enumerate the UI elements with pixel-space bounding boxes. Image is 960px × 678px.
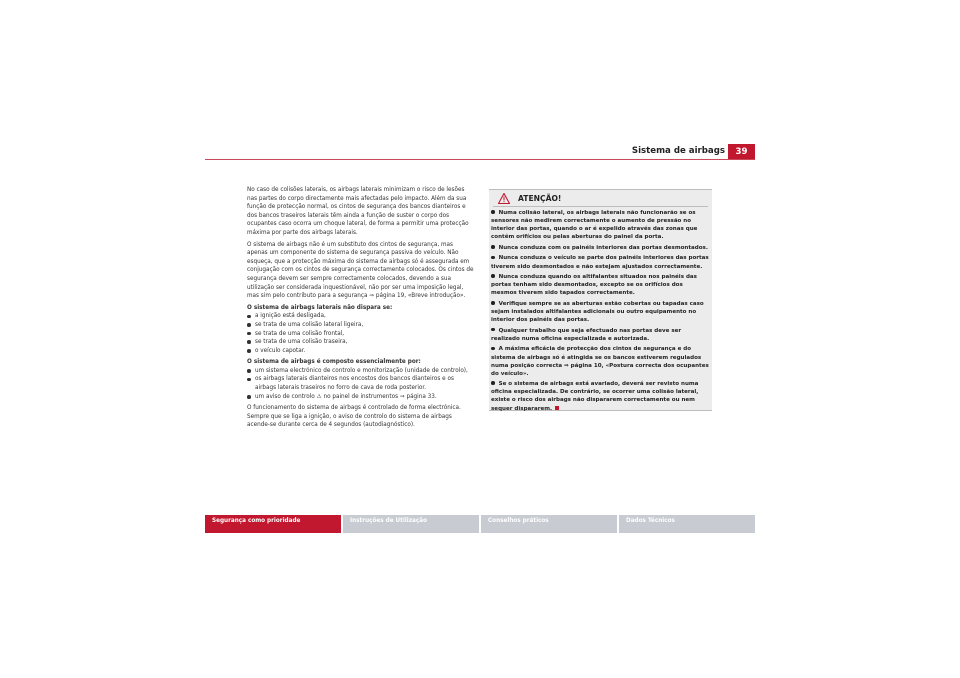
footer-section-tabs [205,515,755,533]
tab-safety-first[interactable]: Segurança como prioridade [205,515,341,533]
list-not-deploy [247,312,475,355]
section-end-icon [555,406,559,410]
list-components [247,367,475,401]
warning-item: Nunca conduza com os painéis interiores das portas desmontados. [491,244,710,252]
list-item: um aviso de controlo ⚠ no painel de instrumentos ⇒ página 33. [247,393,475,402]
warning-item: Numa colisão lateral, os airbags laterais não funcionarão se os sensores não medirem correctamente o aumento de pressão no interior das portas, quando o ar é expelido através das zonas que contêm orifícios ou pelas aberturas do painel da porta. [491,210,698,241]
warning-title: ATENÇÃO! [518,193,562,203]
tab-operating-instructions[interactable]: Instruções de Utilização [343,515,479,533]
warning-header [493,190,708,207]
warning-item: A máxima eficácia de protecção dos cintos de segurança e do sistema de airbags só é atingida se os bancos estiverem regulados numa posição correcta ⇒ página 10, «Postura correcta dos ocupantes do veículo». [491,346,709,377]
bullet-icon [491,301,495,305]
list-item: o veículo capotar. [247,347,475,356]
bullet-icon [491,381,495,385]
list-item: um sistema electrónico de controlo e monitorização (unidade de controlo), [247,367,475,376]
page-title: Sistema de airbags [631,146,725,156]
subhead-not-deploy: O sistema de airbags laterais não dispara se: [247,304,393,311]
list-item: se trata de uma colisão traseira, [247,338,475,347]
warning-item: Nunca conduza quando os altifalantes situados nos painéis das portas tenham sido desmontados, excepto se os orifícios dos mesmos tiverem sido tapados correctamente. [491,274,697,297]
bullet-icon [491,210,495,214]
list-item: se trata de uma colisão lateral ligeira, [247,321,475,330]
bullet-icon [491,245,495,249]
bullet-icon [491,274,495,278]
list-item: os airbags laterais dianteiros nos encostos dos bancos dianteiros e os airbags laterais traseiros no forro de cava de roda posterior. [247,375,475,392]
left-column [247,186,475,433]
bullet-icon [491,328,495,332]
warning-triangle-icon [498,193,510,204]
warning-box [489,189,712,411]
warning-item: Verifique sempre se as aberturas estão cobertas ou tapadas caso sejam instalados altifalantes adicionais ou outro equipamento no interior dos painéis das portas. [491,300,704,324]
header-rule [205,159,755,160]
warning-body [489,207,712,413]
page-number-badge: 39 [728,144,755,159]
paragraph-not-substitute: O sistema de airbags não é um substituto dos cintos de segurança, mas apenas um componente do sistema de segurança passiva do veículo. Não esqueça, que a protecção máxima do sistema de airbags só é assegurada em conjugação com os cintos de segurança correctamente colocados. Os cintos de segurança devem ser sempre correctamente colocados, devendo a sua utilização ser considerada inquestionável, não por ser uma imposição legal, mas sim pelo contributo para a segurança ⇒ página 19, «Breve introdução». [247,241,474,300]
warning-item: Nunca conduza o veículo se parte dos painéis interiores das portas tiverem sido desmontados e não estejam ajustados correctamente. [491,255,709,270]
warning-item: Se o sistema de airbags está avariado, deverá ser revisto numa oficina especializada. De contrário, se ocorrer uma colisão lateral, existe o risco dos airbags não dispararem correctamente ou nem sequer dispararem. [491,381,699,412]
list-item: a ignição está desligada, [247,312,475,321]
bullet-icon [491,256,495,260]
tab-practical-tips[interactable]: Conselhos práticos [481,515,617,533]
warning-item: Qualquer trabalho que seja efectuado nas portas deve ser realizado numa oficina especializada e autorizada. [491,327,682,342]
list-item: se trata de uma colisão frontal, [247,330,475,339]
paragraph-side-collisions: No caso de colisões laterais, os airbags laterais minimizam o risco de lesões nas partes do corpo directamente mais afectadas pelo impacto. Além da sua função de protecção normal, os cintos de segurança dos bancos dianteiros e dos bancos traseiros laterais têm ainda a função de suster o corpo dos ocupantes caso ocorra um choque lateral, de forma a permitir uma protecção máxima por parte dos airbags laterais. [247,187,469,236]
tab-technical-data[interactable]: Dados Técnicos [619,515,755,533]
paragraph-self-diagnosis: O funcionamento do sistema de airbags é controlado de forma electrónica. Sempre que se liga a ignição, o aviso de controlo do sistema de airbags acende-se durante cerca de 4 segundos (autodiagnóstico). [247,405,461,429]
subhead-components: O sistema de airbags é composto essencialmente por: [247,359,421,366]
bullet-icon [491,347,495,351]
